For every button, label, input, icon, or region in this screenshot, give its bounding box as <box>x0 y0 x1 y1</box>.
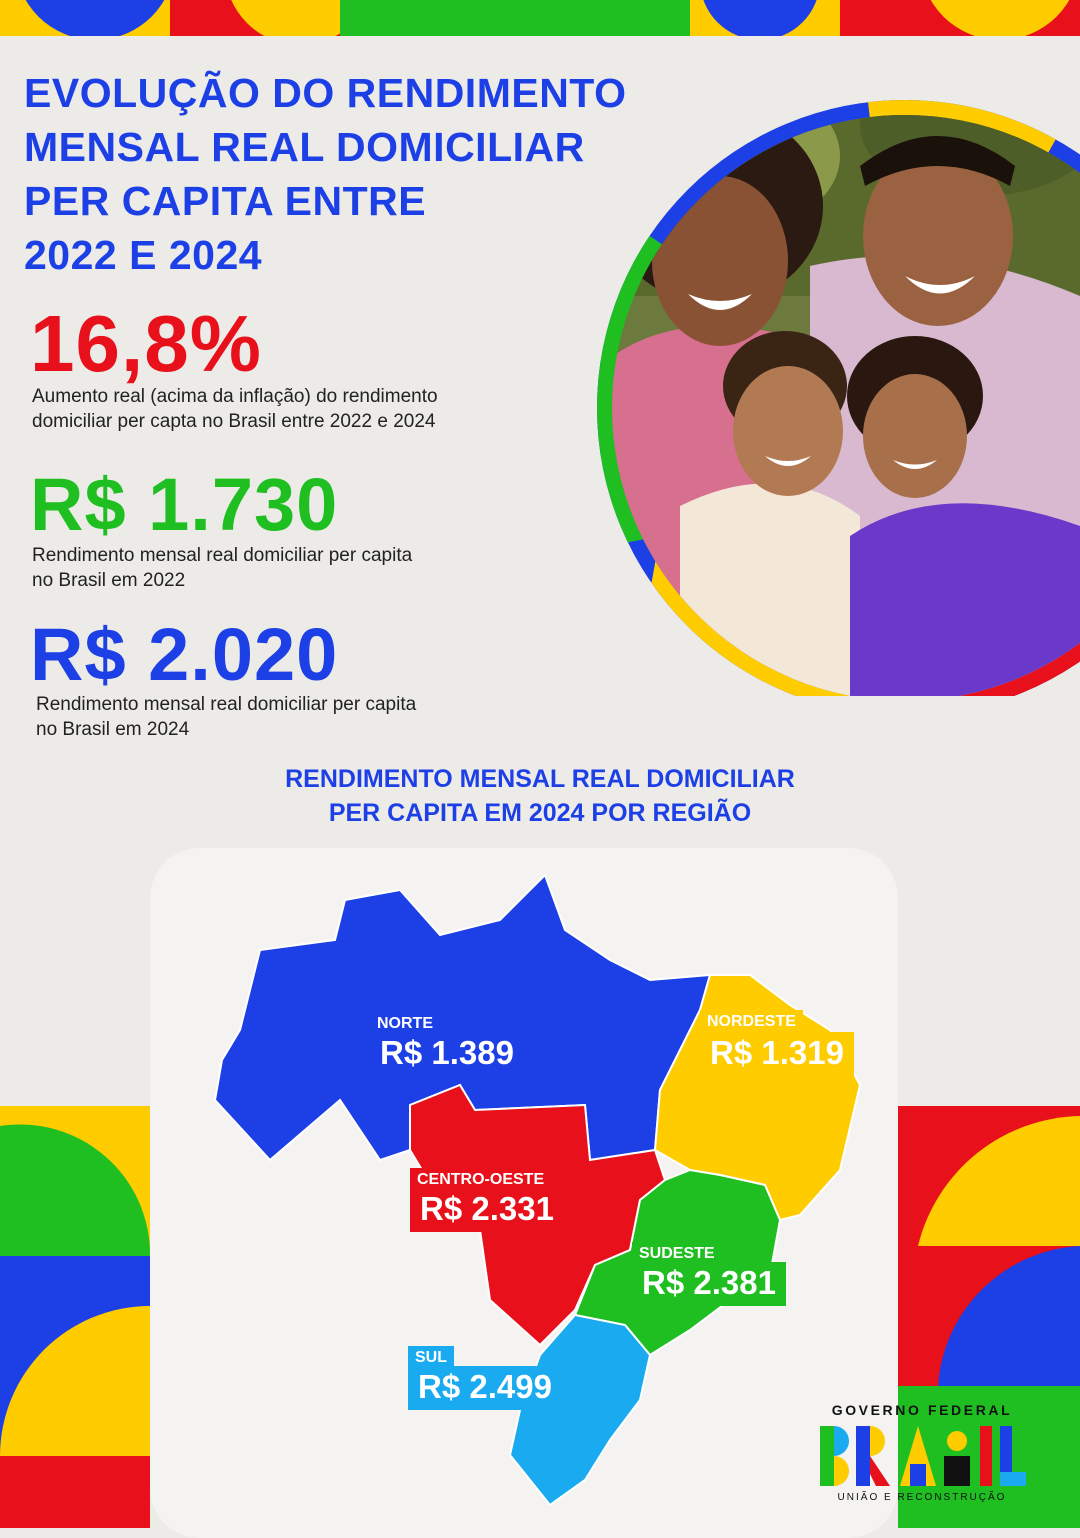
stat-increase-percent: 16,8% <box>30 299 262 388</box>
norte-label: NORTE <box>370 1012 440 1035</box>
sul-value: R$ 2.499 <box>408 1366 562 1410</box>
family-photo <box>560 36 1080 696</box>
title-line-2: MENSAL REAL DOMICILIAR <box>24 124 585 170</box>
stat-increase-desc-line-1: Aumento real (acima da inflação) do rendimento <box>32 386 438 407</box>
stat-income-2024-description <box>36 692 556 742</box>
centro-oeste-value: R$ 2.331 <box>410 1188 564 1232</box>
stat-2022-desc-line-1: Rendimento mensal real domiciliar per capita <box>32 545 413 566</box>
nordeste-label: NORDESTE <box>700 1010 803 1033</box>
sul-label: SUL <box>408 1346 454 1369</box>
nordeste-value: R$ 1.319 <box>700 1032 854 1076</box>
stat-increase-desc-line-2: domiciliar per capta no Brasil entre 2022 e 2024 <box>32 411 436 432</box>
top-decorative-strip <box>0 0 1080 36</box>
map-title-line-1: RENDIMENTO MENSAL REAL DOMICILIAR <box>285 765 795 793</box>
map-region-sul <box>510 1315 650 1505</box>
title-line-4: 2022 E 2024 <box>24 232 263 278</box>
brasil-logo-mark <box>820 1426 1026 1486</box>
stat-2022-desc-line-2: no Brasil em 2022 <box>32 570 186 591</box>
stat-income-2024: R$ 2.020 <box>30 613 339 696</box>
map-title-line-2: PER CAPITA EM 2024 POR REGIÃO <box>328 799 752 827</box>
norte-value: R$ 1.389 <box>370 1032 524 1076</box>
sudeste-value: R$ 2.381 <box>632 1262 786 1306</box>
stat-2024-desc-line-1: Rendimento mensal real domiciliar per capita <box>36 694 417 715</box>
map-section-title <box>150 762 930 830</box>
logo-bottom-text: UNIÃO E RECONSTRUÇÃO <box>837 1492 1007 1503</box>
bottom-left-decoration <box>0 1106 150 1528</box>
logo-top-text: GOVERNO FEDERAL <box>831 1402 1013 1418</box>
governo-federal-logo <box>812 1392 1042 1512</box>
sudeste-label: SUDESTE <box>632 1242 722 1265</box>
stat-increase-description <box>32 384 552 434</box>
stat-2024-desc-line-2: no Brasil em 2024 <box>36 719 190 740</box>
stat-income-2022: R$ 1.730 <box>30 463 339 546</box>
centro-oeste-label: CENTRO-OESTE <box>410 1168 551 1191</box>
stat-income-2022-description <box>32 543 552 593</box>
title-line-1: EVOLUÇÃO DO RENDIMENTO <box>24 70 627 116</box>
title-line-3: PER CAPITA ENTRE <box>24 178 427 224</box>
